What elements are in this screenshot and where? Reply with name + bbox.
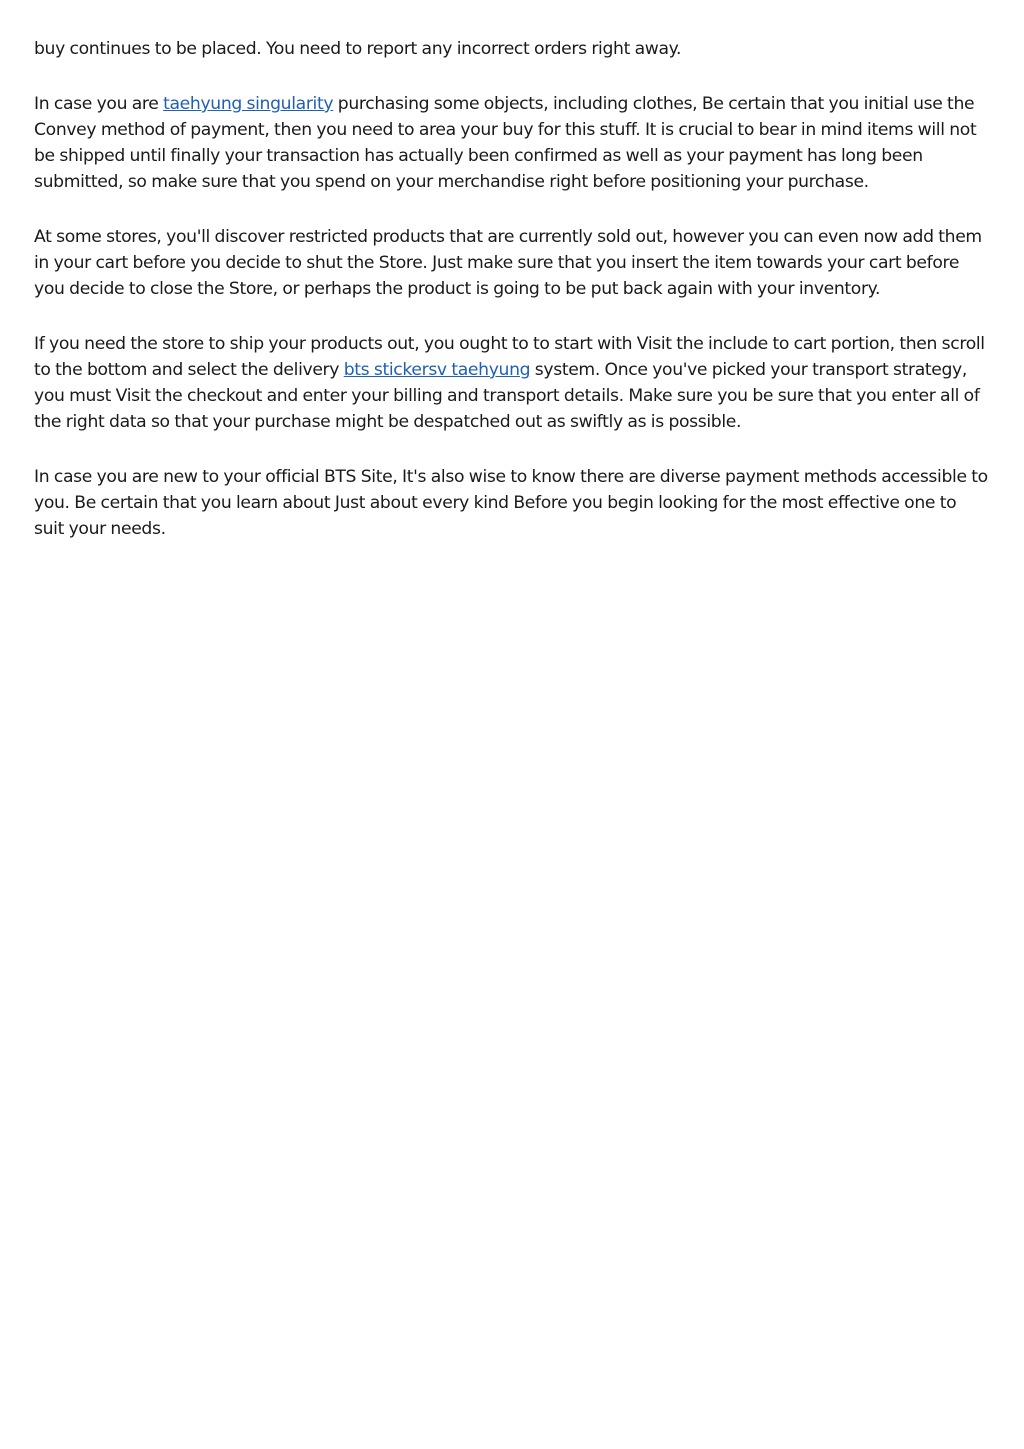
paragraph-4-text-after: system. Once you've picked your transport strategy, you must Visit the checkout and enter your billing and transport details. Make sure you be sure that you enter all of the right data so that your purchase might be despatched out as swiftly as is possible.: [34, 360, 980, 432]
link-bts-stickersv-taehyung[interactable]: bts stickersv taehyung: [343, 360, 531, 380]
paragraph-2-text-before: In case you are: [34, 94, 164, 114]
paragraph-4-text-before: If you need the store to ship your products out, you ought to to start with Visit the include to cart portion, then scroll to the bottom and select the delivery: [34, 334, 985, 380]
paragraph-1: [34, 36, 990, 62]
paragraph-3: [34, 224, 990, 302]
paragraph-4: [34, 331, 990, 435]
paragraph-3-text: At some stores, you'll discover restricted products that are currently sold out, however you can even now add them in your cart before you decide to shut the Store. Just make sure that you insert the item towards your cart before you decide to close the Store, or perhaps the product is going to be put back again with your inventory.: [34, 227, 982, 299]
link-taehyung-singularity[interactable]: taehyung singularity: [163, 94, 334, 114]
paragraph-2: [34, 91, 990, 195]
paragraph-5: [34, 464, 990, 542]
paragraph-5-text: In case you are new to your official BTS Site, It's also wise to know there are diverse payment methods accessible to you. Be certain that you learn about Just about every kind Before you begin looking for the most effective one to suit your needs.: [34, 467, 988, 539]
document-page: [34, 36, 990, 571]
paragraph-2-text-after: purchasing some objects, including clothes, Be certain that you initial use the Convey method of payment, then you need to area your buy for this stuff. It is crucial to bear in mind items will not be shipped until finally your transaction has actually been confirmed as well as your payment has long been submitted, so make sure that you spend on your merchandise right before positioning your purchase.: [34, 94, 977, 192]
paragraph-1-text: buy continues to be placed. You need to report any incorrect orders right away.: [34, 39, 682, 59]
